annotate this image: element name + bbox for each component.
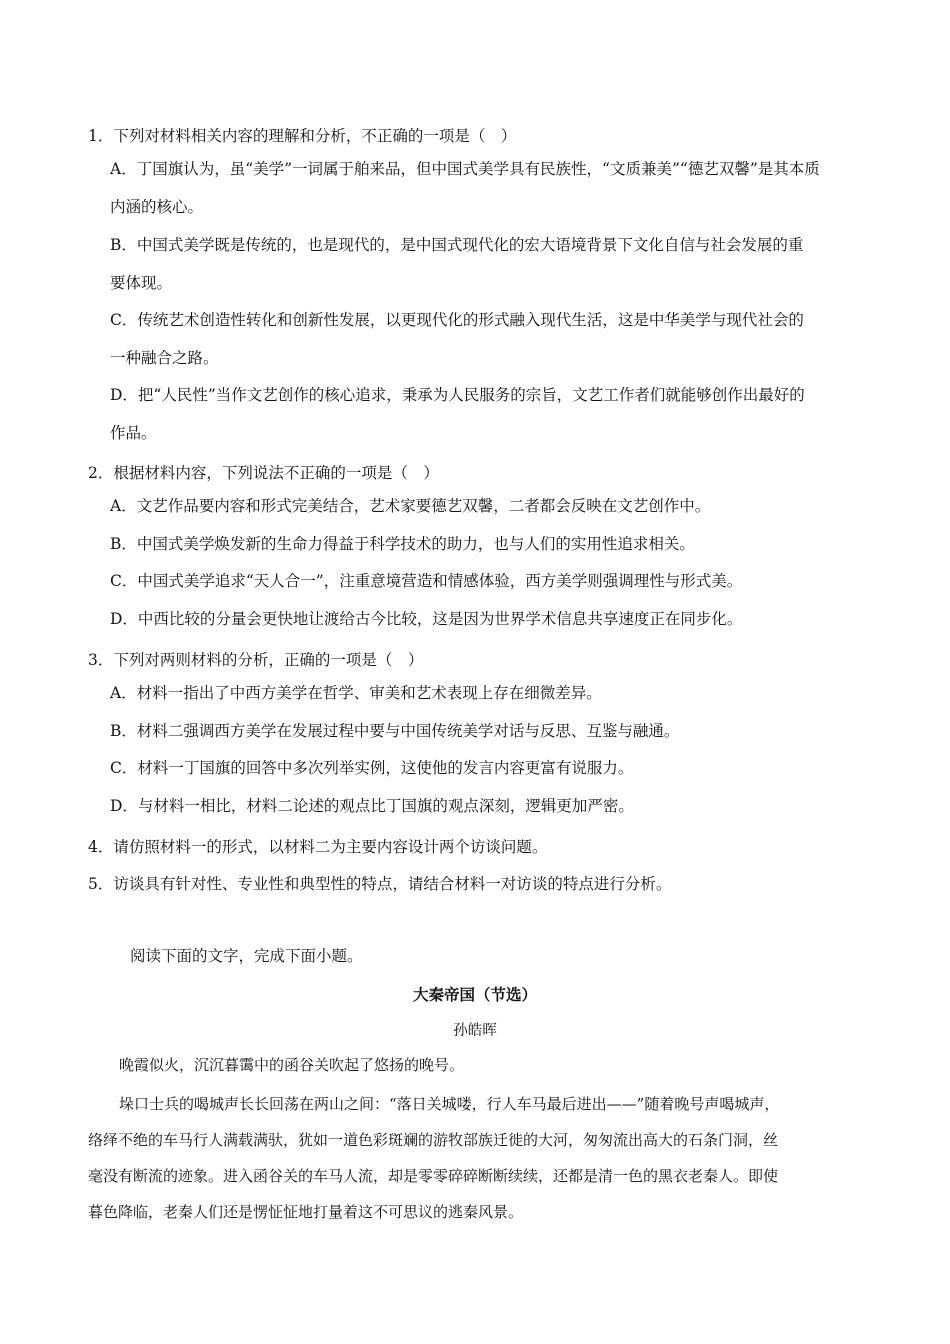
option-line: C．中国式美学追求“天人合一”，注重意境营造和情感体验，西方美学则强调理性与形式美。 xyxy=(110,572,743,590)
paragraph-line: 毫没有断流的迹象。进入函谷关的车马人流，却是零零碎碎断断续续，还都是清一色的黑衣老秦人。即使 xyxy=(88,1167,779,1185)
paragraph-line: 垛口士兵的喝城声长长回荡在两山之间：“落日关城喽，行人车马最后进出——”随着晚号声喝城声， xyxy=(119,1095,780,1113)
option-line: D．与材料一相比，材料二论述的观点比丁国旗的观点深刻，逻辑更加严密。 xyxy=(110,797,634,815)
question-3-option-c xyxy=(110,749,870,787)
question-1-stem: 1．下列对材料相关内容的理解和分析，不正确的一项是（ ） xyxy=(88,127,517,145)
question-1-option-d xyxy=(110,376,870,452)
question-4-stem: 4．请仿照材料一的形式，以材料二为主要内容设计两个访谈问题。 xyxy=(88,838,548,856)
question-2-option-b xyxy=(110,525,870,563)
reading-author: 孙皓晖 xyxy=(453,1023,497,1039)
question-1-option-b xyxy=(110,226,870,302)
paragraph-line: 暮色降临，老秦人们还是愣怔怔地打量着这不可思议的逃秦风景。 xyxy=(88,1203,524,1221)
option-line: D．把“人民性”当作文艺创作的核心追求，秉承为人民服务的宗旨，文艺工作者们就能够创作出最好的 xyxy=(110,386,805,404)
question-1-option-a xyxy=(110,150,870,226)
option-line: B．中国式美学焕发新的生命力得益于科学技术的助力，也与人们的实用性追求相关。 xyxy=(110,535,695,553)
option-line: A．丁国旗认为，虽“美学”一词属于舶来品，但中国式美学具有民族性，“文质兼美”“德艺双馨”是其本质 xyxy=(110,160,820,178)
paragraph-line: 络绎不绝的车马行人满载满驮，犹如一道色彩斑斓的游牧部族迁徙的大河，匆匆流出高大的石条门洞，丝 xyxy=(88,1131,779,1149)
option-line: D．中西比较的分量会更快地让渡给古今比较，这是因为世界学术信息共享速度正在同步化。 xyxy=(110,610,743,628)
question-2-option-a xyxy=(110,487,870,525)
question-2-stem: 2．根据材料内容，下列说法不正确的一项是（ ） xyxy=(88,464,439,482)
reading-intro: 阅读下面的文字，完成下面小题。 xyxy=(130,947,363,965)
question-3-option-a xyxy=(110,674,870,712)
option-line: 作品。 xyxy=(110,424,157,442)
option-line: C．传统艺术创造性转化和创新性发展，以更现代化的形式融入现代生活，这是中华美学与现代社会的 xyxy=(110,311,804,329)
option-line: A．材料一指出了中西方美学在哲学、审美和艺术表现上存在细微差异。 xyxy=(110,684,602,702)
question-2-option-c xyxy=(110,562,870,600)
question-3-option-d xyxy=(110,787,870,825)
option-line: B．材料二强调西方美学在发展过程中要与中国传统美学对话与反思、互鉴与融通。 xyxy=(110,722,680,740)
question-3-stem: 3．下列对两则材料的分析，正确的一项是（ ） xyxy=(88,651,424,669)
question-1-option-c xyxy=(110,301,870,377)
paragraph-line: 晚霞似火，沉沉暮霭中的函谷关吹起了悠扬的晚号。 xyxy=(119,1056,465,1074)
question-2-option-d xyxy=(110,600,870,638)
option-line: B．中国式美学既是传统的，也是现代的，是中国式现代化的宏大语境背景下文化自信与社会发展的重 xyxy=(110,236,804,254)
option-line: C．材料一丁国旗的回答中多次列举实例，这使他的发言内容更富有说服力。 xyxy=(110,759,634,777)
option-line: 要体现。 xyxy=(110,274,173,292)
reading-title: 大秦帝国（节选） xyxy=(412,985,537,1004)
option-line: 一种融合之路。 xyxy=(110,349,219,367)
option-line: A．文艺作品要内容和形式完美结合，艺术家要德艺双馨，二者都会反映在文艺创作中。 xyxy=(110,497,711,515)
option-line: 内涵的核心。 xyxy=(110,198,204,216)
question-5-stem: 5．访谈具有针对性、专业性和典型性的特点，请结合材料一对访谈的特点进行分析。 xyxy=(88,875,672,893)
question-3-option-b xyxy=(110,712,870,750)
reading-paragraph-1 xyxy=(88,1047,863,1083)
reading-paragraph-2 xyxy=(88,1086,863,1230)
